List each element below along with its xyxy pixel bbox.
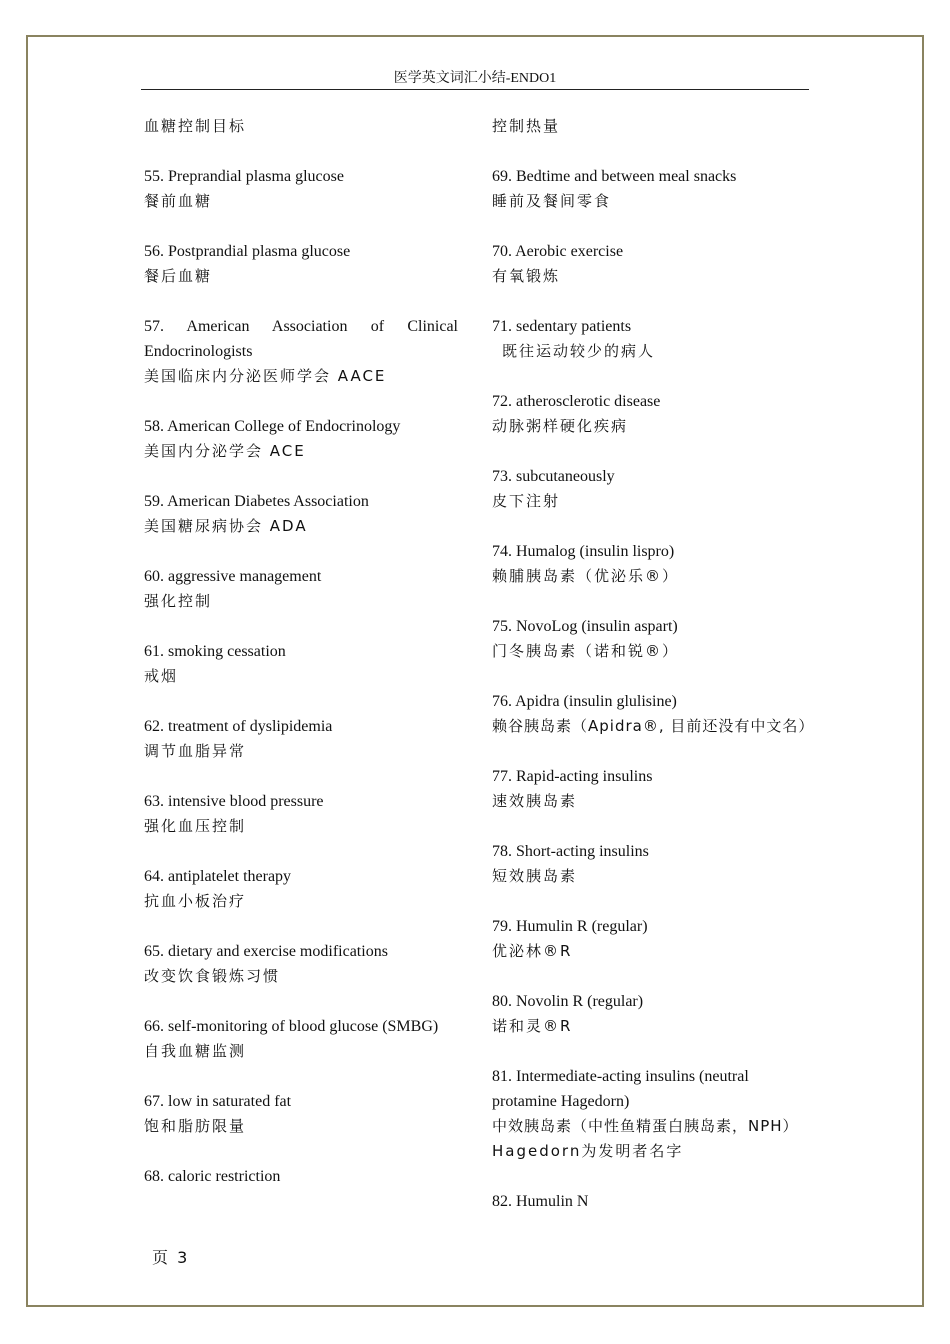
term-en: 65. dietary and exercise modifications <box>144 943 388 960</box>
right-column <box>492 114 815 1239</box>
list-item <box>492 689 815 739</box>
term-zh: 美国临床内分泌医师学会 AACE <box>144 367 387 385</box>
term-zh: 睡前及餐间零食 <box>492 192 612 210</box>
term-zh: 赖谷胰岛素（Apidra®, 目前还没有中文名） <box>492 717 815 735</box>
term-en: 71. sedentary patients <box>492 318 632 335</box>
term-zh: 既往运动较少的病人 <box>502 342 656 360</box>
term-en: 80. Novolin R (regular) <box>492 993 644 1010</box>
list-item <box>492 1189 812 1214</box>
list-item <box>492 239 812 289</box>
term-zh: 抗血小板治疗 <box>144 892 247 910</box>
term-en: 70. Aerobic exercise <box>492 243 624 260</box>
list-item <box>492 989 812 1039</box>
list-item <box>144 164 458 214</box>
term-en: 59. American Diabetes Association <box>144 493 369 510</box>
list-item <box>492 839 812 889</box>
list-item <box>492 389 812 439</box>
term-zh: 有氧锻炼 <box>492 267 561 285</box>
list-item <box>492 464 812 514</box>
list-item <box>492 164 812 214</box>
term-zh: 饱和脂肪限量 <box>144 1117 247 1135</box>
term-en: 76. Apidra (insulin glulisine) <box>492 693 677 710</box>
term-en: 81. Intermediate-acting insulins (neutral protamine Hagedorn) <box>492 1068 749 1110</box>
term-en: 60. aggressive management <box>144 568 322 585</box>
term-en: 61. smoking cessation <box>144 643 286 660</box>
term-zh: 自我血糖监测 <box>144 1042 247 1060</box>
list-item <box>144 239 458 289</box>
term-en: 56. Postprandial plasma glucose <box>144 243 351 260</box>
term-zh: 改变饮食锻炼习惯 <box>144 967 281 985</box>
list-item <box>144 1164 458 1189</box>
list-item <box>144 1089 458 1139</box>
term-zh: 赖脯胰岛素（优泌乐®） <box>492 567 680 585</box>
term-en: 82. Humulin N <box>492 1193 589 1210</box>
page-header: 医学英文词汇小结-ENDO1 <box>141 70 809 90</box>
term-en: 72. atherosclerotic disease <box>492 393 661 410</box>
list-item <box>144 414 458 464</box>
term-zh: 动脉粥样硬化疾病 <box>492 417 629 435</box>
list-item <box>492 539 812 589</box>
term-en: 62. treatment of dyslipidemia <box>144 718 333 735</box>
term-zh: 短效胰岛素 <box>492 867 578 885</box>
term-note: Hagedorn为发明者名字 <box>492 1142 684 1160</box>
term-zh: 中效胰岛素（中性鱼精蛋白胰岛素，NPH） <box>492 1117 799 1135</box>
list-item <box>144 864 458 914</box>
section-title: 血糖控制目标 <box>144 117 247 135</box>
term-zh: 调节血脂异常 <box>144 742 247 760</box>
list-item <box>144 939 458 989</box>
term-en: 66. self-monitoring of blood glucose (SMBG) <box>144 1018 439 1035</box>
term-en: 73. subcutaneously <box>492 468 615 485</box>
term-en: 68. caloric restriction <box>144 1168 281 1185</box>
list-item <box>144 489 458 539</box>
list-item <box>144 314 458 389</box>
term-en: 57. American Association of Clinical Endocrinologists <box>144 318 458 360</box>
term-en: 69. Bedtime and between meal snacks <box>492 168 737 185</box>
term-en: 74. Humalog (insulin lispro) <box>492 543 675 560</box>
term-zh: 餐前血糖 <box>144 192 213 210</box>
term-en: 64. antiplatelet therapy <box>144 868 292 885</box>
list-item <box>144 564 458 614</box>
list-item <box>492 314 812 364</box>
section-title: 控制热量 <box>492 117 561 135</box>
term-zh: 诺和灵®R <box>492 1017 573 1035</box>
list-item <box>144 714 458 764</box>
term-zh: 强化血压控制 <box>144 817 247 835</box>
term-zh: 优泌林®R <box>492 942 573 960</box>
term-en: 77. Rapid-acting insulins <box>492 768 653 785</box>
list-item <box>492 914 812 964</box>
section-heading <box>144 114 458 139</box>
term-zh: 美国内分泌学会 ACE <box>144 442 306 460</box>
list-item <box>492 1064 812 1164</box>
term-zh: 皮下注射 <box>492 492 561 510</box>
term-zh: 强化控制 <box>144 592 213 610</box>
left-column <box>144 114 458 1214</box>
page-number: 页 3 <box>152 1248 190 1267</box>
term-en: 78. Short-acting insulins <box>492 843 649 860</box>
list-item <box>144 789 458 839</box>
term-en: 67. low in saturated fat <box>144 1093 292 1110</box>
term-en: 55. Preprandial plasma glucose <box>144 168 344 185</box>
list-item <box>492 614 812 664</box>
term-zh: 门冬胰岛素（诺和锐®） <box>492 642 680 660</box>
term-en: 58. American College of Endocrinology <box>144 418 401 435</box>
list-item <box>144 1014 458 1064</box>
term-zh: 戒烟 <box>144 667 179 685</box>
section-heading <box>492 114 812 139</box>
list-item <box>144 639 458 689</box>
term-zh: 速效胰岛素 <box>492 792 578 810</box>
term-en: 75. NovoLog (insulin aspart) <box>492 618 678 635</box>
term-en: 63. intensive blood pressure <box>144 793 324 810</box>
term-en: 79. Humulin R (regular) <box>492 918 648 935</box>
term-zh: 美国糖尿病协会 ADA <box>144 517 308 535</box>
list-item <box>492 764 812 814</box>
term-zh: 餐后血糖 <box>144 267 213 285</box>
